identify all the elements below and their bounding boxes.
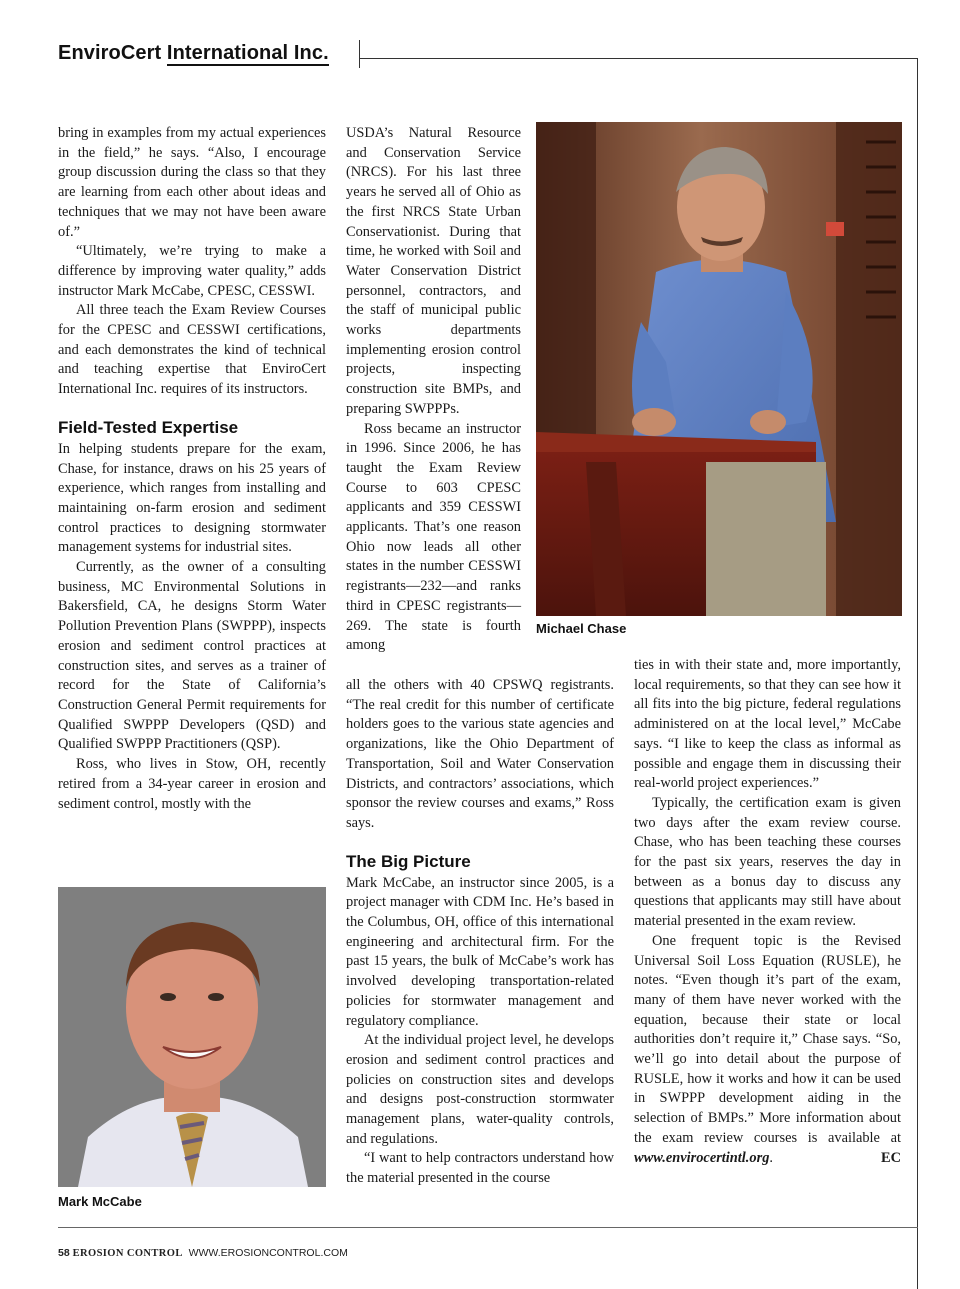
- paragraph: In helping students prepare for the exam, Chase, for instance, draws on his 25 years of experience, which ranges from installing and maintaining on-farm erosion and sediment control practices to designing stormwater management systems for industrial sites.: [58, 440, 326, 556]
- website-link[interactable]: www.envirocertintl.org: [634, 1149, 770, 1166]
- paragraph: Mark McCabe, an instructor since 2005, is a project manager with CDM Inc. He’s based in the Columbus, OH, office of this international engineering and architectural firm. For the past 15 years, the bulk of McCabe’s work has involved developing transportation-related policies for stormwater management and regulatory compliance.: [346, 874, 614, 1029]
- paragraph: Currently, as the owner of a consulting business, MC Environmental Solutions in Bakersfield, CA, he designs Storm Water Pollution Prevention Plans (SWPPP), inspects erosion and sediment control practices at construction sites, and serves as a trainer of record for the State of California’s Construction General Permit requirements for Qualified SWPPP Developers (QSD) and Qualified SWPPP Practitioners (QSP).: [58, 559, 326, 753]
- paragraph: “Ultimately, we’re trying to make a difference by improving water quality,” adds instructor Mark McCabe, CPESC, CESSWI.: [58, 243, 326, 299]
- photo-caption-mccabe: Mark McCabe: [58, 1194, 142, 1209]
- magazine-website: WWW.EROSIONCONTROL.COM: [188, 1247, 348, 1259]
- top-rule: [360, 58, 918, 59]
- header-divider: [359, 40, 360, 68]
- section-heading: The Big Picture: [346, 851, 471, 871]
- paragraph: Ross became an instructor in 1996. Since 2006, he has taught the Exam Review Course to 603 CPESC applicants and 359 CESSWI applicants. That’s one reason Ohio now leads all other states in the number CESSWI registrants—232—and ranks third in CPESC registrants—269. The state is fourth among: [346, 420, 521, 654]
- paragraph: All three teach the Exam Review Courses for the CPESC and CESSWI certifications, and each demonstrates the kind of technical and teaching expertise that EnviroCert International Inc. requires of its instructors.: [58, 302, 326, 398]
- article-column-2-lower: [346, 676, 614, 1189]
- paragraph: Ross, who lives in Stow, OH, recently retired from a 34-year career in erosion and sediment control, mostly with the: [58, 756, 326, 812]
- header-title-part2: International Inc.: [166, 42, 329, 64]
- paragraph: USDA’s Natural Resource and Conservation Service (NRCS). For his last three years he served all of Ohio as the first NRCS State Urban Conservationist. During that time, he worked with Soil and Water Conservation District personnel, contractors, and the staff of municipal public works departments implementing erosion control projects, inspecting construction site BMPs, and preparing SWPPPs.: [346, 125, 521, 417]
- bottom-rule: [58, 1227, 918, 1228]
- article-column-3: [634, 656, 901, 1168]
- paragraph: At the individual project level, he develops erosion and sediment control practices and policies on construction sites and develops and designs post-construction stormwater management plans, water-quality controls, and regulations.: [346, 1032, 614, 1147]
- right-rule: [917, 58, 918, 1289]
- paragraph: bring in examples from my actual experiences in the field,” he says. “Also, I encourage group discussion during the class so that they are learning from each other about ideas and techniques that we may not have been aware of.”: [58, 125, 326, 240]
- section-heading: Field-Tested Expertise: [58, 417, 239, 437]
- paragraph: all the others with 40 CPSWQ registrants. “The real credit for this number of certificate holders goes to the various state agencies and organizations, like the Ohio Department of Transportation, Soil and Water Conservation Districts, and contractors’ associations, which sponsor the review courses and exams,” Ross says.: [346, 677, 614, 831]
- photo-caption-chase: Michael Chase: [536, 621, 627, 636]
- paragraph-text: One frequent topic is the Revised Universal Soil Loss Equation (RUSLE), he notes. “Even though it’s part of the exam, many of them have never worked with the equation, because their state or local authorities don’t require it,” Chase says. “So, we’ll go into detail about the purpose of RUSLE, how it works and how it can be used in SWPPP development aiding in the selection of BMPs.” More information about the exam review courses is available at: [634, 932, 901, 1146]
- paragraph: “I want to help contractors understand how the material presented in the course: [346, 1150, 614, 1187]
- publication-header: [58, 42, 329, 65]
- magazine-name: EROSION CONTROL: [72, 1248, 183, 1259]
- paragraph: [634, 932, 901, 1168]
- article-column-2: [346, 124, 521, 656]
- paragraph-end: .: [769, 1149, 773, 1166]
- header-title-part1: EnviroCert: [58, 42, 167, 64]
- page-number: 58: [58, 1247, 70, 1259]
- page-footer: [58, 1247, 348, 1259]
- photo-mark-mccabe: [58, 887, 326, 1187]
- article-column-1: [58, 124, 326, 814]
- end-mark: EC: [881, 1149, 901, 1166]
- paragraph: Typically, the certification exam is given two days after the exam review course. Chase, who has been teaching these courses for the past six years, reserves the day in between as a bonus day to discuss any questions that applicants may still have about material presented in the exam review.: [634, 794, 901, 930]
- paragraph: ties in with their state and, more importantly, local requirements, so that they can see how it all fits into the big picture, federal regulations administered on at the local level,” McCabe says. “I like to keep the class as informal as possible and engage them in discussing their real-world project experiences.”: [634, 657, 901, 792]
- photo-michael-chase: [536, 122, 902, 616]
